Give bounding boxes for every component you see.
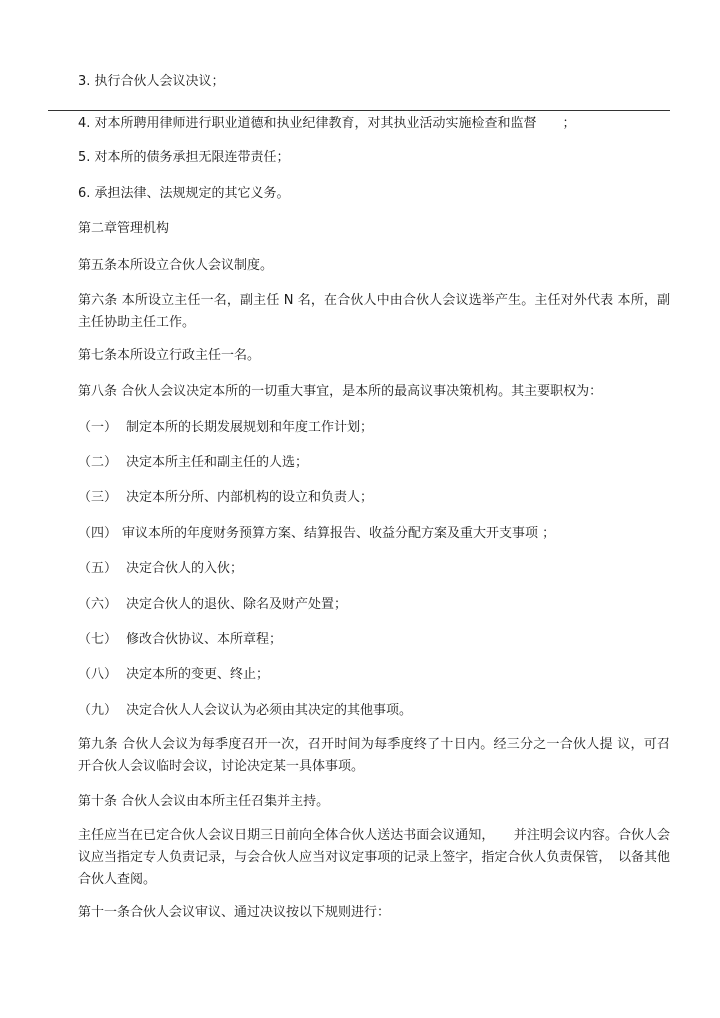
duty-item-4: 4. 对本所聘用律师进行职业道德和执业纪律教育，对其执业活动实施检查和监督 ；: [78, 116, 576, 131]
power-text: 决定本所主任和副主任的人选；: [126, 455, 309, 470]
power-item: [78, 703, 412, 719]
power-text: 决定本所分所、内部机构的设立和负责人；: [126, 490, 374, 505]
power-item: [78, 561, 243, 577]
power-number: （六）: [78, 597, 118, 612]
power-number: （四）: [78, 526, 118, 541]
power-item: [78, 597, 347, 613]
power-text: 决定合伙人人会议认为必须由其决定的其他事项。: [126, 703, 413, 718]
duty-item-5: 5. 对本所的债务承担无限连带责任；: [78, 150, 290, 165]
power-number: （九）: [78, 703, 118, 718]
power-item: [78, 490, 373, 506]
power-item: [78, 455, 308, 471]
power-item: [78, 667, 269, 683]
power-number: （三）: [78, 490, 118, 505]
notice-paragraph: 主任应当在已定合伙人会议日期三日前向全体合伙人送达书面会议通知， 并注明会议内容。合伙人会议应当指定专人负责记录，与会合伙人应当对议定事项的记录上签字，指定合伙人负责保管， 以备其他合伙人查阅。: [78, 828, 670, 887]
page-divider: [48, 110, 670, 111]
duty-item-3: 3. 执行合伙人会议决议；: [78, 74, 225, 89]
power-number: （五）: [78, 561, 118, 576]
power-number: （一）: [78, 420, 118, 435]
power-text: 决定合伙人的入伙；: [126, 561, 244, 576]
article-11: 第十一条合伙人会议审议、通过决议按以下规则进行：: [78, 905, 391, 920]
power-text: 制定本所的长期发展规划和年度工作计划；: [126, 420, 374, 435]
power-number: （二）: [78, 455, 118, 470]
duty-item-6: 6. 承担法律、法规规定的其它义务。: [78, 186, 290, 201]
power-item: [78, 420, 373, 436]
article-7: 第七条本所设立行政主任一名。: [78, 348, 261, 363]
article-8: 第八条 合伙人会议决定本所的一切重大事宜，是本所的最高议事决策机构。其主要职权为：: [78, 384, 603, 399]
power-number: （七）: [78, 632, 118, 647]
power-text: 审议本所的年度财务预算方案、结算报告、收益分配方案及重大开支事项 ；: [122, 526, 556, 541]
article-6: 第六条 本所设立主任一名，副主任 N 名，在合伙人中由合伙人会议选举产生。主任对外代表 本所，副主任协助主任工作。: [78, 293, 670, 330]
power-text: 决定合伙人的退伙、除名及财产处置；: [126, 597, 348, 612]
article-10: 第十条 合伙人会议由本所主任召集并主持。: [78, 794, 330, 809]
power-text: 决定本所的变更、终止；: [126, 667, 270, 682]
power-item: [78, 526, 555, 542]
article-5: 第五条本所设立合伙人会议制度。: [78, 258, 274, 273]
chapter-title: 第二章管理机构: [78, 221, 170, 236]
power-item: [78, 632, 282, 648]
article-9: 第九条 合伙人会议为每季度召开一次，召开时间为每季度终了十日内。经三分之一合伙人提 议，可召开合伙人会议临时会议，讨论决定某一具体事项。: [78, 737, 670, 774]
power-number: （八）: [78, 667, 118, 682]
power-text: 修改合伙协议、本所章程；: [126, 632, 283, 647]
